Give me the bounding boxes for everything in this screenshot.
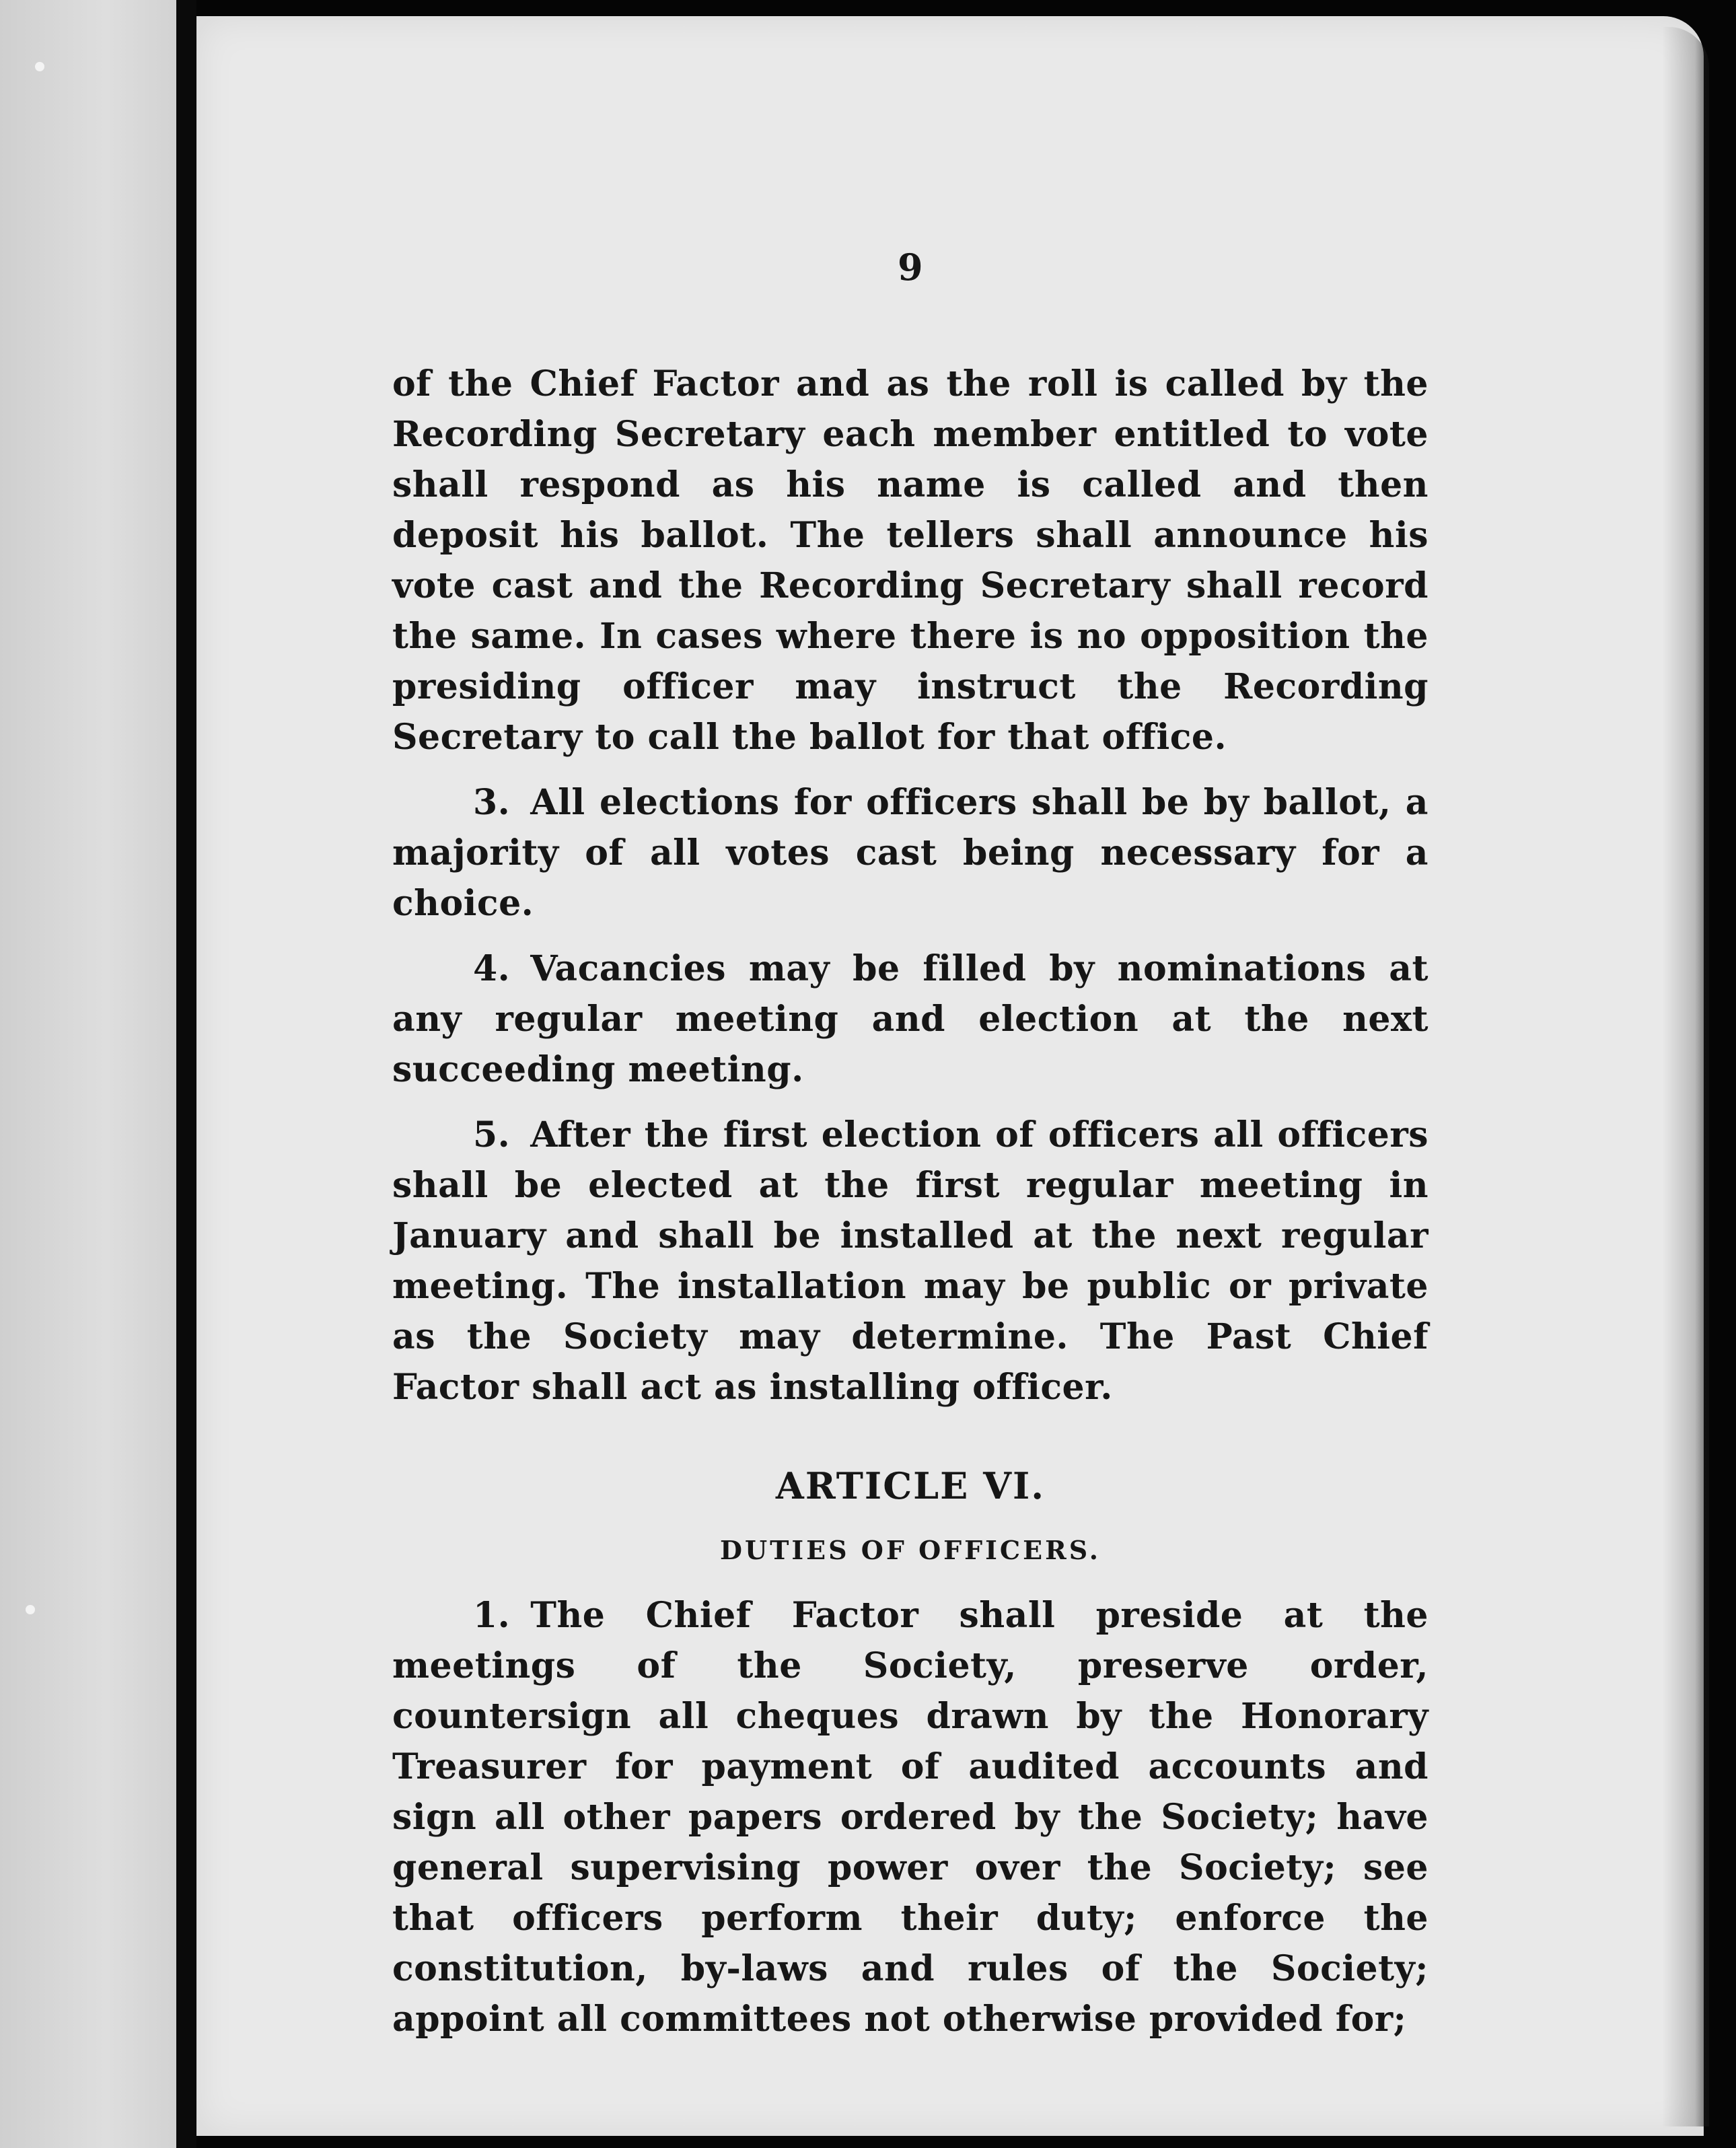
page-curl-edge	[1662, 27, 1709, 2126]
binding-gutter	[176, 0, 196, 2148]
paragraph-text: All elections for officers shall be by ballot, a majority of all votes cast being necessary for a choice.	[392, 782, 1428, 924]
paragraph-4	[392, 943, 1428, 1095]
paragraph-text: Vacancies may be filled by nominations at any regular meeting and election at the next succeeding meeting.	[392, 948, 1428, 1090]
page-number: 9	[897, 246, 924, 289]
left-page-margin	[0, 0, 176, 2148]
section-heading: DUTIES OF OFFICERS.	[719, 1535, 1101, 1565]
paragraph-3	[392, 777, 1428, 929]
page-text-block	[392, 242, 1428, 2059]
paragraph-number: 4.	[473, 948, 511, 989]
paragraph-5	[392, 1110, 1428, 1412]
paragraph-number: 5.	[473, 1114, 511, 1155]
article-paragraph-1	[392, 1590, 1428, 2044]
paragraph-text: After the first election of officers all officers shall be elected at the first regular meeting in January and shall be installed at the next regular meeting. The installation may be public or private as the Society may determine. The Past Chief Factor shall act as installing officer.	[392, 1114, 1428, 1408]
paragraph-number: 1.	[473, 1595, 511, 1636]
paragraph-continued	[392, 359, 1428, 762]
scan-speck	[35, 62, 44, 71]
scan-speck	[26, 1605, 35, 1614]
article-heading: ARTICLE VI.	[775, 1464, 1046, 1507]
paragraph-text: of the Chief Factor and as the roll is called by the Recording Secretary each member entitled to vote shall respond as his name is called and then deposit his ballot. The tellers shall announce his vote cast and the Recording Secretary shall record the same. In cases where there is no opposition the presiding officer may instruct the Recording Secretary to call the ballot for that office.	[392, 363, 1428, 758]
paragraph-number: 3.	[473, 782, 511, 823]
paragraph-text: The Chief Factor shall preside at the meetings of the Society, preserve order, countersign all cheques drawn by the Honorary Treasurer for payment of audited accounts and sign all other papers ordered by the Society; have general supervising power over the Society; see that officers perform their duty; enforce the constitution, by-laws and rules of the Society; appoint all committees not otherwise provided for;	[392, 1595, 1428, 2040]
